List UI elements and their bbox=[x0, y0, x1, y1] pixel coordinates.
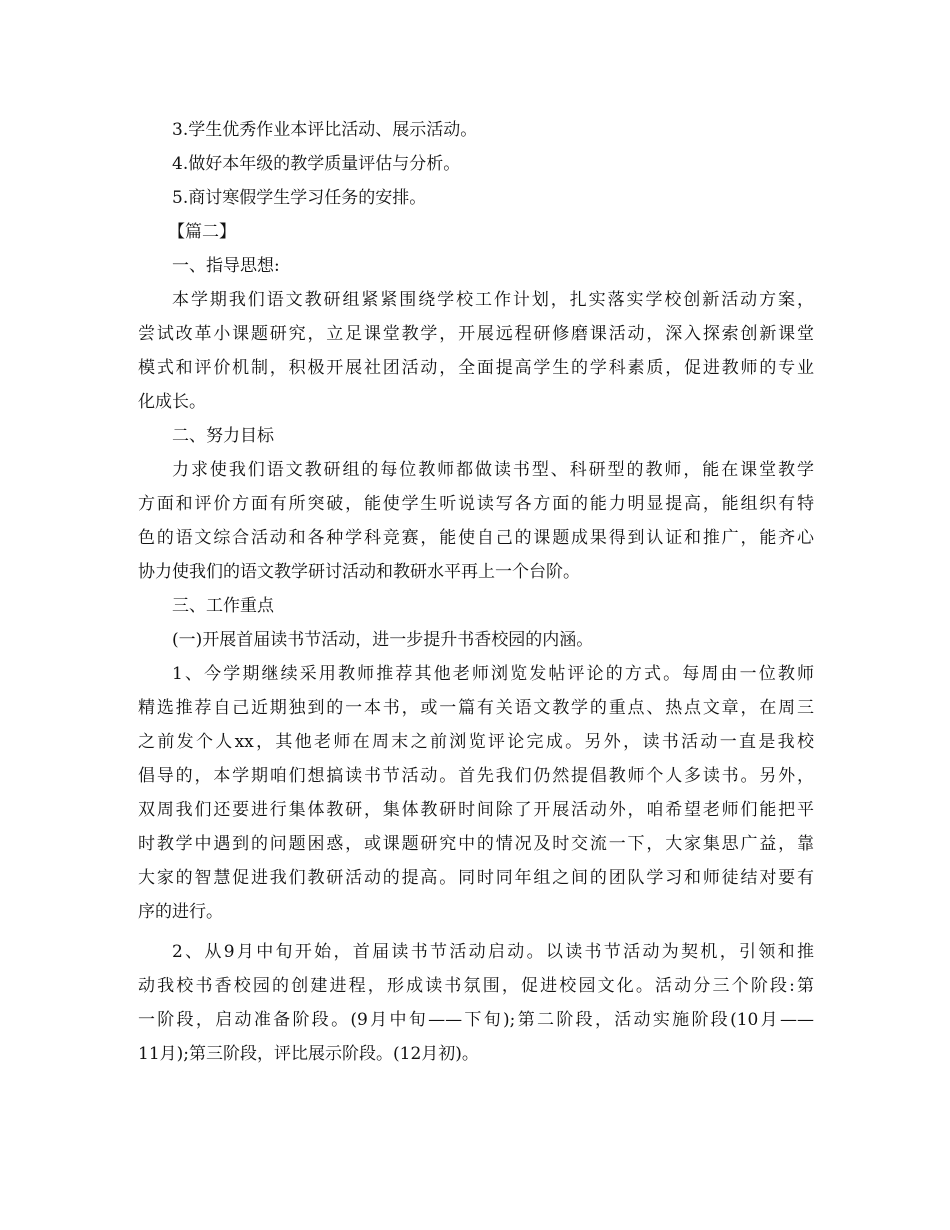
paragraph-line: 双周我们还要进行集体教研，集体教研时间除了开展活动外，咱希望老师们能把平 bbox=[138, 800, 814, 820]
list-item: 5.商讨寒假学生学习任务的安排。 bbox=[172, 188, 427, 208]
paragraph-line: 动我校书香校园的创建进程，形成读书氛围，促进校园文化。活动分三个阶段:第 bbox=[138, 976, 814, 996]
paragraph-line: 大家的智慧促进我们教研活动的提高。同时同年组之间的团队学习和师徒结对要有 bbox=[138, 868, 814, 888]
paragraph-line: 协力使我们的语文教学研讨活动和教研水平再上一个台阶。 bbox=[138, 562, 580, 582]
paragraph-line: 方面和评价方面有所突破，能使学生听说读写各方面的能力明显提高，能组织有特 bbox=[138, 494, 814, 514]
paragraph-line: 模式和评价机制，积极开展社团活动，全面提高学生的学科素质，促进教师的专业 bbox=[138, 358, 814, 378]
paragraph-line: 序的进行。 bbox=[138, 902, 223, 922]
paragraph-line: 本学期我们语文教研组紧紧围绕学校工作计划，扎实落实学校创新活动方案， bbox=[172, 290, 814, 310]
paragraph-line: 时教学中遇到的问题困惑，或课题研究中的情况及时交流一下，大家集思广益，靠 bbox=[138, 834, 814, 854]
paragraph-line: 力求使我们语文教研组的每位教师都做读书型、科研型的教师，能在课堂教学 bbox=[172, 460, 814, 480]
subsection-heading: (一)开展首届读书节活动，进一步提升书香校园的内涵。 bbox=[172, 630, 594, 650]
paragraph-line: 一阶段，启动准备阶段。(9月中旬——下旬);第二阶段，活动实施阶段(10月—— bbox=[138, 1010, 814, 1030]
paragraph-line: 化成长。 bbox=[138, 392, 206, 412]
paragraph-line: 1、今学期继续采用教师推荐其他老师浏览发帖评论的方式。每周由一位教师 bbox=[172, 664, 814, 684]
paragraph-line: 精选推荐自己近期独到的一本书，或一篇有关语文教学的重点、热点文章，在周三 bbox=[138, 698, 814, 718]
section-heading: 三、工作重点 bbox=[172, 596, 274, 616]
paragraph-line: 11月);第三阶段，评比展示阶段。(12月初)。 bbox=[138, 1044, 479, 1064]
paragraph-line: 2、从9月中旬开始，首届读书节活动启动。以读书节活动为契机，引领和推 bbox=[172, 942, 814, 962]
paragraph-line: 尝试改革小课题研究，立足课堂教学，开展远程研修磨课活动，深入探索创新课堂 bbox=[138, 324, 814, 344]
document-body bbox=[138, 113, 818, 1071]
section-heading: 二、努力目标 bbox=[172, 426, 274, 446]
section-heading: 【篇二】 bbox=[168, 222, 236, 242]
list-item: 4.做好本年级的教学质量评估与分析。 bbox=[172, 154, 461, 174]
list-item: 3.学生优秀作业本评比活动、展示活动。 bbox=[172, 120, 478, 140]
section-heading: 一、指导思想: bbox=[172, 256, 280, 276]
paragraph-line: 色的语文综合活动和各种学科竞赛，能使自己的课题成果得到认证和推广，能齐心 bbox=[138, 528, 814, 548]
paragraph-line: 之前发个人xx，其他老师在周末之前浏览评论完成。另外，读书活动一直是我校 bbox=[138, 732, 814, 752]
paragraph-line: 倡导的，本学期咱们想搞读书节活动。首先我们仍然提倡教师个人多读书。另外， bbox=[138, 766, 814, 786]
